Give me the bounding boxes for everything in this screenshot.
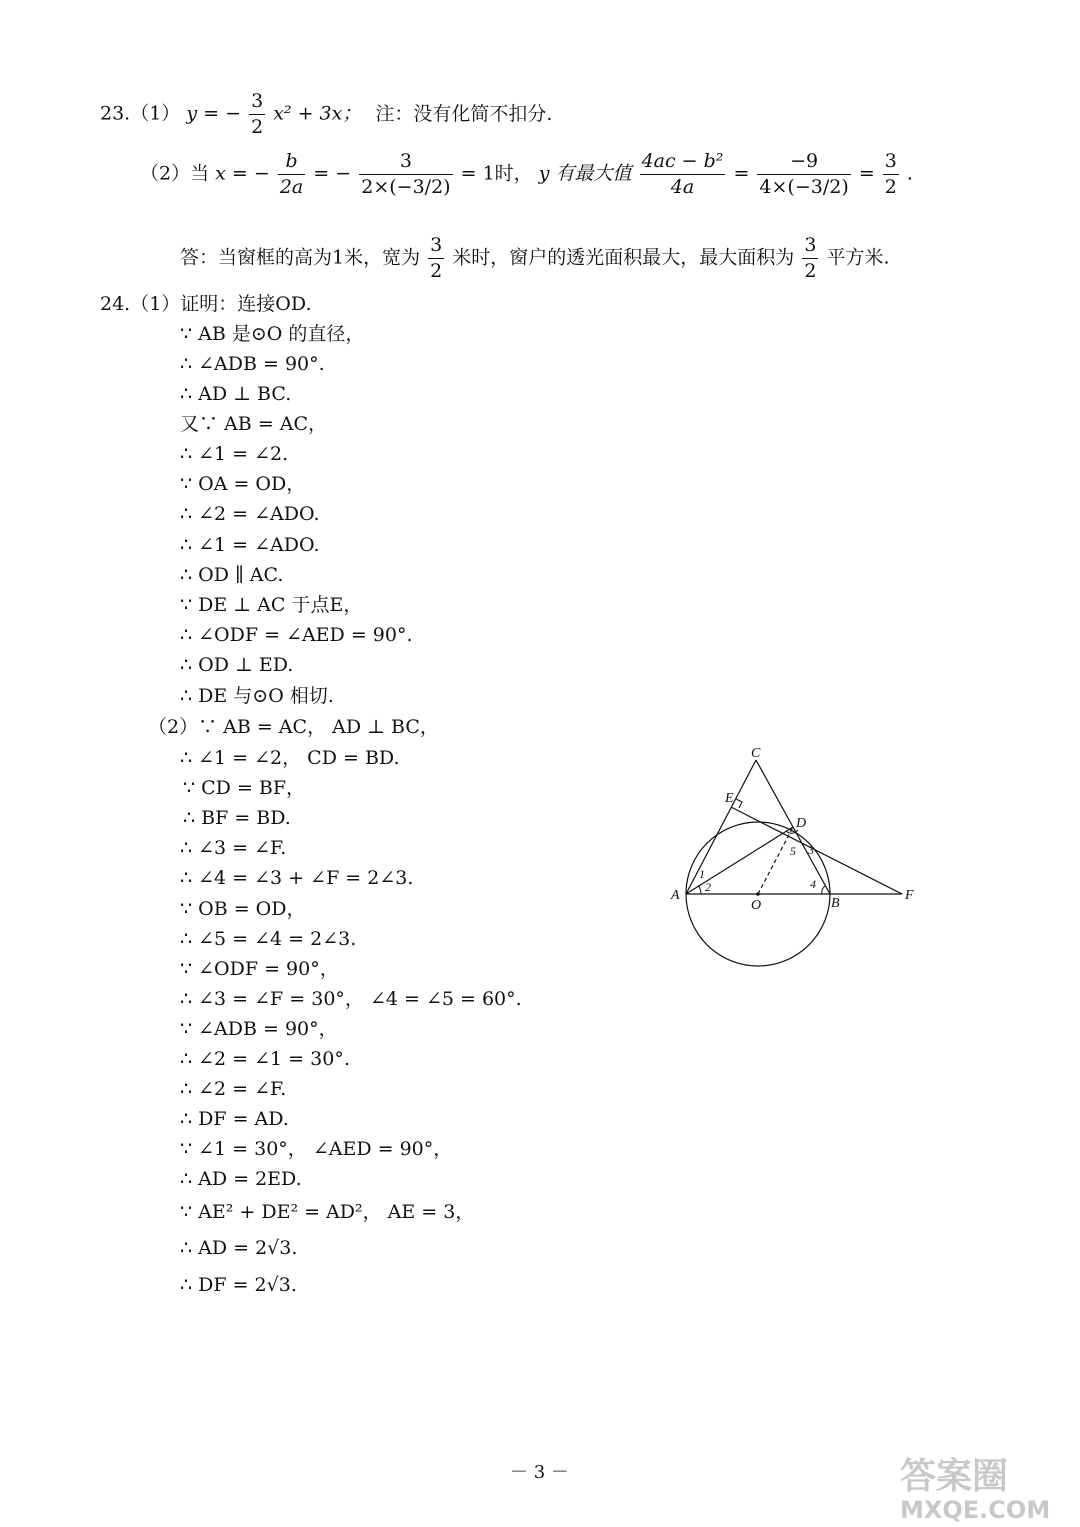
label-b: B (831, 896, 840, 911)
label-f: F (905, 888, 914, 903)
right-angle-mark-e (736, 799, 742, 808)
q24-part2-line: ∴ ∠3 = ∠F = 30°， ∠4 = ∠5 = 60°. (180, 988, 522, 1010)
q23-part2-eq1: = 1时， (460, 162, 533, 185)
q24-part2-line: ∴ ∠2 = ∠F. (180, 1078, 287, 1100)
q24-part1-line: ∴ OD ∥ AC. (180, 564, 284, 586)
q23-part1-note: 注：没有化简不扣分. (375, 102, 553, 125)
q24-part2-line: ∵ ∠ADB = 90°， (180, 1018, 338, 1040)
q23-part2-frac-3: $\frac{3}{2\times(-3/2)}$ (361, 150, 451, 198)
q23-part1-tail: x² + 3x； (273, 102, 362, 125)
q23-answer-a: 答：当窗框的高为1米，宽为 (180, 246, 421, 269)
q23-answer-b: 米时，窗户的透光面积最大，最大面积为 (452, 246, 795, 269)
q24-part2-line: ∴ AD = 2ED. (180, 1168, 302, 1190)
segment-od-dashed (758, 827, 793, 894)
watermark-logo (890, 1450, 1075, 1525)
q24-part2-line: ∵ ∠ODF = 90°， (180, 958, 339, 980)
label-c: C (751, 746, 761, 761)
watermark-line2: MXQE.COM (900, 1496, 1051, 1524)
geometry-figure (665, 745, 925, 975)
q23-part2-end: . (906, 162, 913, 185)
q23-part2-x: x = − (215, 162, 270, 185)
q23-part1-label: 23.（1） (100, 102, 181, 125)
q23-part2-frac-b-2a: $\frac{b}{2a}$ (279, 150, 304, 198)
q23-part2-eq2: = (733, 162, 750, 185)
label-o: O (751, 898, 762, 913)
q24-part2-line: ∴ ∠5 = ∠4 = 2∠3. (180, 928, 357, 950)
q24-part1-line: ∴ DE 与⊙O 相切. (180, 685, 334, 707)
angle-arc-a (698, 885, 701, 894)
q24-part2-line: ∴ DF = AD. (180, 1108, 289, 1130)
q24-header: 24.（1）证明：连接OD. (100, 293, 312, 315)
q23-answer-frac2: $\frac{3}{2}$ (804, 234, 817, 282)
label-d: D (796, 816, 807, 831)
q23-part2 (140, 152, 913, 197)
q23-part2-frac-vertex: $\frac{\text{4ac − b²}}{4a}$ (641, 150, 724, 198)
q23-part2-frac-neg9: $\frac{-9}{4\times(-3/2)}$ (759, 150, 849, 198)
label-e: E (725, 791, 734, 806)
segment-ac (686, 760, 756, 894)
q24-part1-line: ∴ ∠1 = ∠2. (180, 443, 289, 465)
angle-label-1: 1 (699, 867, 705, 881)
q24-part2-line: ∴ DF = 2√3. (180, 1274, 297, 1296)
q24-part1-line: ∵ OA = OD， (180, 473, 306, 495)
q24-part1-line: ∵ AB 是⊙O 的直径， (180, 323, 365, 345)
angle-label-5: 5 (790, 844, 796, 858)
q24-part1-line: ∴ ∠1 = ∠ADO. (180, 534, 320, 556)
q23-part2-eq3: = (858, 162, 875, 185)
q23-part1 (100, 92, 552, 137)
q24-part1-line: ∴ AD ⊥ BC. (180, 383, 292, 405)
q24-part1-line: ∴ ∠ADB = 90°. (180, 353, 325, 375)
q23-part1-eq: y = − (186, 102, 242, 125)
q23-part1-fraction: $\frac{3}{2}$ (251, 90, 264, 138)
q24-part2-line: ∴ AD = 2√3. (180, 1237, 298, 1259)
page-number: － 3 － (510, 1462, 569, 1483)
q24-part1-line: ∴ OD ⊥ ED. (180, 654, 294, 676)
label-a: A (671, 888, 680, 903)
q23-answer (180, 236, 890, 281)
segment-ad (686, 827, 793, 894)
angle-label-4: 4 (810, 877, 816, 891)
angle-label-2: 2 (705, 880, 711, 894)
q24-part2-line: ∵ AE² + DE² = AD²， AE = 3， (180, 1201, 475, 1223)
q24-part2-line: ∵ CD = BF， (183, 777, 306, 799)
q23-part2-frac-result: $\frac{3}{2}$ (884, 150, 897, 198)
point-o (756, 892, 760, 896)
q24-part2-line: ∴ ∠3 = ∠F. (180, 837, 287, 859)
q24-part1-line: ∴ ∠2 = ∠ADO. (180, 503, 320, 525)
q23-part2-y: y 有最大值 (538, 162, 632, 185)
segment-df (731, 807, 902, 894)
watermark-line1: 答案圈 (900, 1456, 1009, 1497)
angle-label-3: 3 (808, 843, 814, 857)
angle-arc-b (822, 886, 825, 894)
q24-part2-line: ∴ ∠4 = ∠3 + ∠F = 2∠3. (180, 867, 414, 889)
q24-part2-line: ∴ ∠2 = ∠1 = 30°. (180, 1048, 350, 1070)
q24-part1-line: ∴ ∠ODF = ∠AED = 90°. (180, 624, 413, 646)
q23-answer-frac1: $\frac{3}{2}$ (430, 234, 443, 282)
q24-part2-line: ∴ ∠1 = ∠2， CD = BD. (180, 747, 400, 769)
q24-part2-line: ∵ OB = OD， (180, 898, 306, 920)
q24-part1-line: 又∵ AB = AC， (180, 413, 327, 435)
q23-part2-label: （2）当 (140, 162, 210, 185)
q24-part1-line: ∵ DE ⊥ AC 于点E， (180, 594, 363, 616)
q24-part2-line: ∵ ∠1 = 30°， ∠AED = 90°， (180, 1138, 453, 1160)
q23-part2-mid: = − (313, 162, 352, 185)
q24-part2-line: ∴ BF = BD. (183, 807, 291, 829)
q23-answer-c: 平方米. (826, 246, 890, 269)
q24-part2-header: （2）∵ AB = AC， AD ⊥ BC， (148, 716, 439, 738)
